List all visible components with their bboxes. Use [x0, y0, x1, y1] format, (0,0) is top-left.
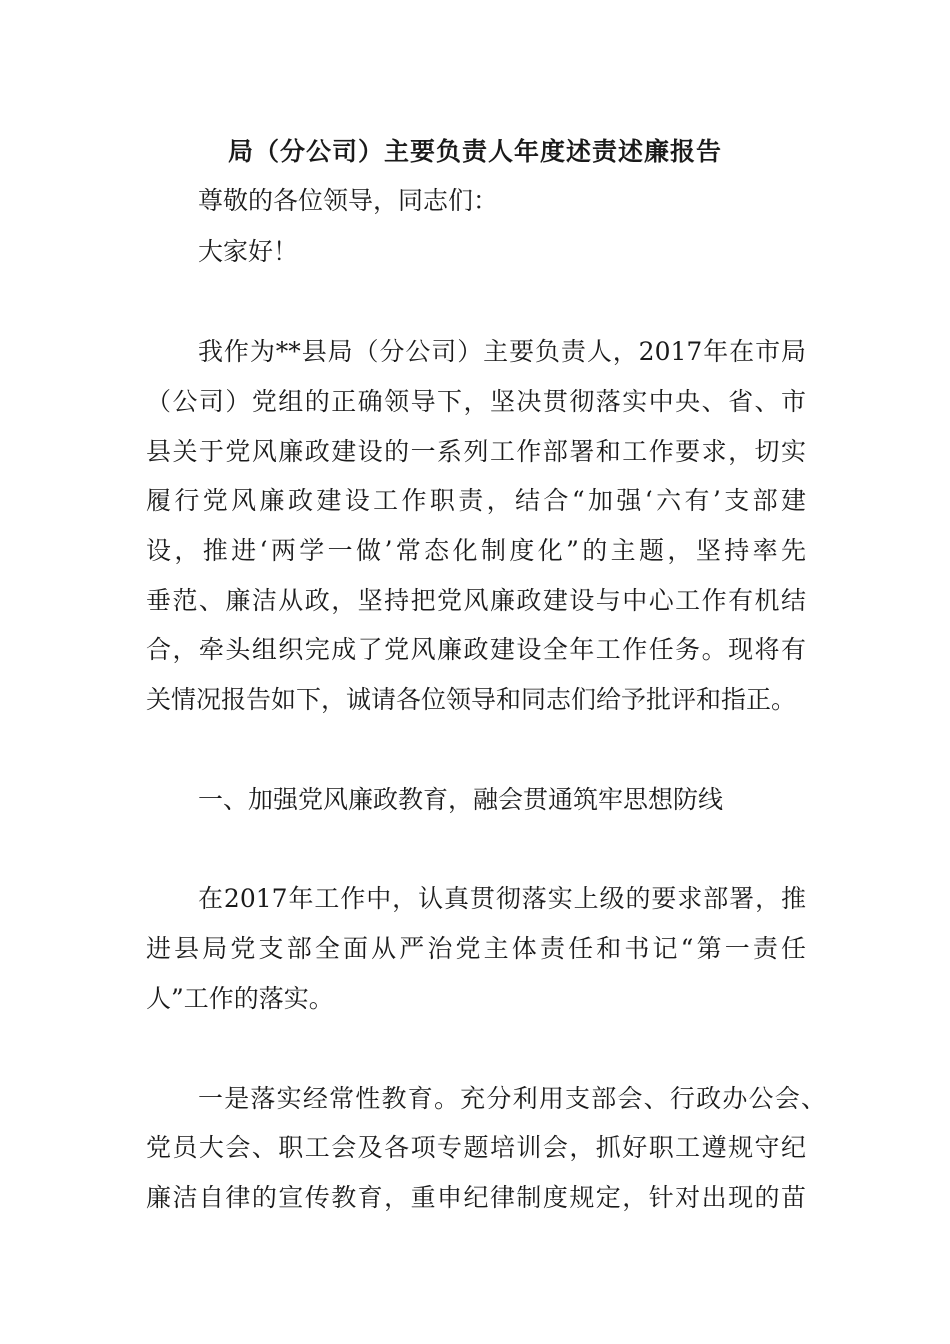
paragraph-line: 设，推进‘两学一做’常态化制度化”的主题，坚持率先: [146, 536, 806, 565]
paragraph-line: 人”工作的落实。: [146, 984, 334, 1013]
paragraph-line: 进县局党支部全面从严治党主体责任和书记“第一责任: [146, 934, 806, 963]
salutation: 尊敬的各位领导，同志们：: [198, 186, 499, 215]
paragraph-line: 垂范、廉洁从政，坚持把党风廉政建设与中心工作有机结: [146, 586, 806, 615]
paragraph-line: 在2017年工作中，认真贯彻落实上级的要求部署，推: [198, 884, 806, 913]
paragraph-line: 合，牵头组织完成了党风廉政建设全年工作任务。现将有: [146, 635, 806, 664]
paragraph-line: 县关于党风廉政建设的一系列工作部署和工作要求，切实: [146, 437, 806, 466]
paragraph-line: 廉洁自律的宣传教育，重申纪律制度规定，针对出现的苗: [146, 1183, 806, 1212]
section-heading: 一、加强党风廉政教育，融会贯通筑牢思想防线: [198, 785, 724, 814]
paragraph-line: 履行党风廉政建设工作职责，结合“加强‘六有’支部建: [146, 486, 806, 515]
paragraph-line: 一是落实经常性教育。充分利用支部会、行政办公会、: [198, 1084, 826, 1113]
document-title: 局（分公司）主要负责人年度述责述廉报告: [227, 137, 722, 166]
paragraph-line: 关情况报告如下，诚请各位领导和同志们给予批评和指正。: [146, 685, 797, 714]
paragraph-line: 党员大会、职工会及各项专题培训会，抓好职工遵规守纪: [146, 1133, 806, 1162]
paragraph-line: 我作为**县局（分公司）主要负责人，2017年在市局: [198, 337, 806, 366]
greeting: 大家好！: [198, 237, 299, 266]
paragraph-line: （公司）党组的正确领导下，坚决贯彻落实中央、省、市: [146, 387, 806, 416]
